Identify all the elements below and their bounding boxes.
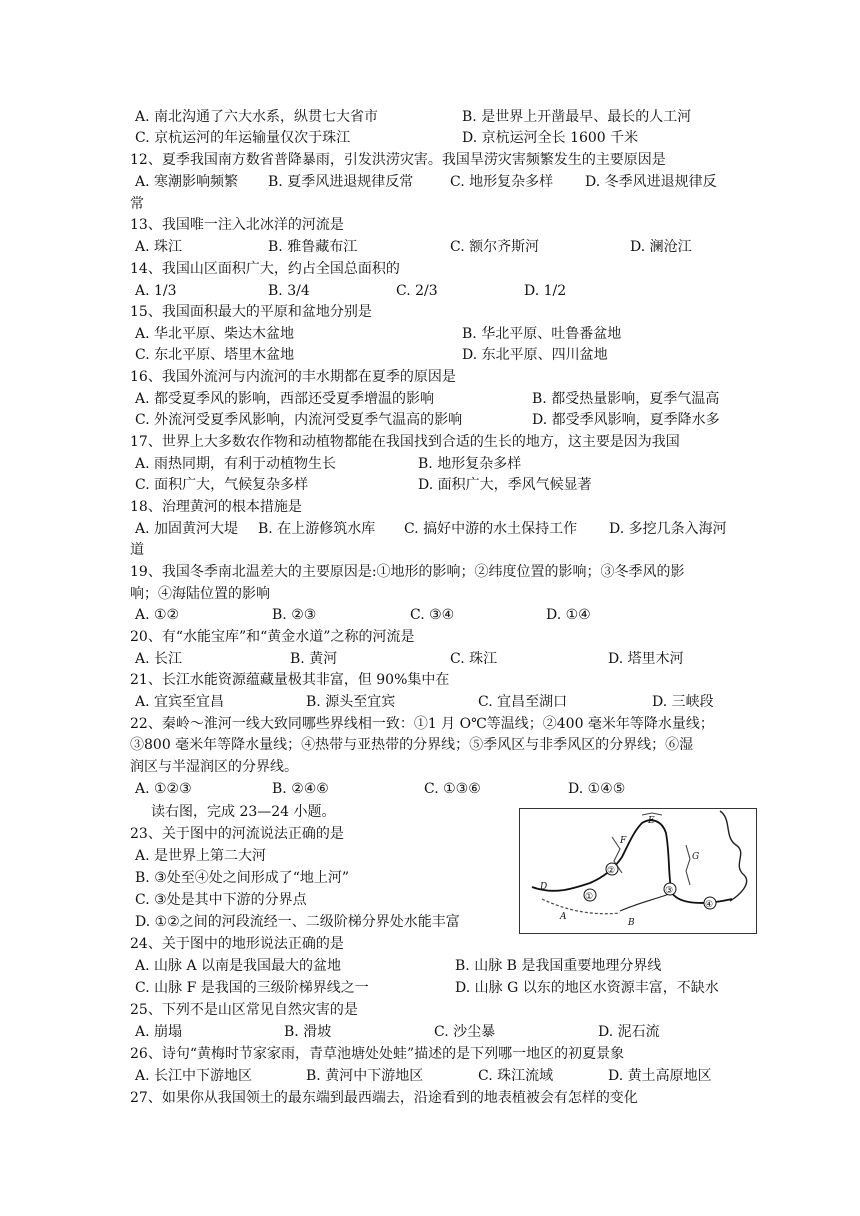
q11-option-c: C. 京杭运河的年运输量仅次于珠江 (135, 130, 351, 146)
q17-option-d: D. 面积广大，季风气候显著 (418, 477, 592, 493)
q26-option-c: C. 珠江流域 (478, 1068, 554, 1084)
q22-option-a: A. ①②③ (135, 781, 192, 797)
q22-option-c: C. ①③⑥ (424, 781, 481, 797)
q11-option-b: B. 是世界上开凿最早、最长的人工河 (462, 109, 692, 125)
coastline (720, 811, 747, 901)
q26-option-a: A. 长江中下游地区 (135, 1068, 253, 1084)
q21-option-c: C. 宜昌至湖口 (478, 694, 568, 710)
q11-option-a: A. 南北沟通了六大水系，纵贯七大省市 (135, 109, 379, 125)
q19-option-a: A. ①② (135, 607, 180, 623)
question-17: 17、世界上大多数农作物和动植物都能在我国找到合适的生长的地方，这主要是因为我国 (130, 434, 680, 450)
question-15: 15、我国面积最大的平原和盆地分别是 (130, 304, 372, 320)
q15-option-c: C. 东北平原、塔里木盆地 (135, 347, 295, 363)
q17-option-c: C. 面积广大，气候复杂多样 (135, 477, 309, 493)
q15-option-d: D. 东北平原、四川盆地 (462, 347, 608, 363)
q16-option-b: B. 都受热量影响，夏季气温高 (532, 391, 720, 407)
q16-option-c: C. 外流河受夏季风影响，内流河受夏季气温高的影响 (135, 412, 463, 428)
question-18: 18、治理黄河的根本措施是 (130, 499, 302, 515)
question-22-cont-1: ③800 毫米年等降水量线；④热带与亚热带的分界线；⑤季风区与非季风区的分界线；⑥湿 (130, 737, 694, 753)
q12-option-d: D. 冬季风进退规律反 (585, 174, 717, 190)
question-13: 13、我国唯一注入北冰洋的河流是 (130, 217, 344, 233)
map-label-e: E (648, 816, 655, 826)
q21-option-d: D. 三峡段 (652, 694, 714, 710)
map-intro: 读右图，完成 23—24 小题。 (151, 804, 336, 820)
q12-option-c: C. 地形复杂多样 (450, 174, 554, 190)
q25-option-b: B. 滑坡 (284, 1024, 332, 1040)
q14-option-c: C. 2/3 (396, 283, 438, 299)
q19-option-d: D. ①④ (546, 607, 591, 623)
q19-option-c: C. ③④ (410, 607, 455, 623)
question-16: 16、我国外流河与内流河的丰水期都在夏季的原因是 (130, 369, 456, 385)
q16-option-a: A. 都受夏季风的影响，西部还受夏季增温的影响 (135, 391, 435, 407)
q26-option-d: D. 黄土高原地区 (608, 1068, 712, 1084)
q19-option-b: B. ②③ (272, 607, 317, 623)
question-14: 14、我国山区面积广大，约占全国总面积的 (130, 261, 400, 277)
q18-option-a: A. 加固黄河大堤 (135, 521, 239, 537)
question-22: 22、秦岭～淮河一线大致同哪些界线相一致：①1 月 O℃等温线；②400 毫米年等降水量线； (130, 716, 714, 732)
q13-option-c: C. 额尔齐斯河 (450, 239, 540, 255)
q12-option-b: B. 夏季风进退规律反常 (268, 174, 414, 190)
q11-option-d: D. 京杭运河全长 1600 千米 (462, 130, 639, 146)
q26-option-b: B. 黄河中下游地区 (306, 1068, 424, 1084)
map-label-a: A (560, 912, 567, 922)
map-label-g: G (692, 852, 700, 862)
q24-option-b: B. 山脉 B 是我国重要地理分界线 (455, 958, 662, 974)
q18-option-d-cont: 道 (130, 542, 144, 558)
q21-option-b: B. 源头至宜宾 (306, 694, 396, 710)
question-20: 20、有“水能宝库”和“黄金水道”之称的河流是 (130, 629, 415, 645)
q24-option-d: D. 山脉 G 以东的地区水资源丰富，不缺水 (455, 980, 719, 996)
map-label-3: ③ (665, 886, 674, 896)
map-label-b: B (628, 918, 635, 928)
q25-option-d: D. 泥石流 (598, 1024, 660, 1040)
mountain-range-e (642, 813, 662, 815)
q20-option-c: C. 珠江 (450, 651, 498, 667)
question-19: 19、我国冬季南北温差大的主要原因是:①地形的影响；②纬度位置的影响；③冬季风的影 (130, 564, 685, 580)
river-main (532, 820, 732, 903)
q20-option-a: A. 长江 (135, 651, 183, 667)
q23-option-a: A. 是世界上第二大河 (135, 848, 267, 864)
map-label-4: ④ (705, 900, 714, 910)
q14-option-d: D. 1/2 (524, 283, 567, 299)
q13-option-b: B. 雅鲁藏布江 (268, 239, 358, 255)
question-12: 12、夏季我国南方数省普降暴雨，引发洪涝灾害。我国旱涝灾害频繁发生的主要原因是 (130, 152, 666, 168)
q23-option-b: B. ③处至④处之间形成了“地上河” (135, 870, 350, 886)
mountain-range (542, 899, 620, 914)
q13-option-d: D. 澜沧江 (630, 239, 692, 255)
q14-option-a: A. 1/3 (135, 283, 177, 299)
question-22-cont-2: 润区与半湿润区的分界线。 (130, 759, 298, 775)
q20-option-d: D. 塔里木河 (608, 651, 684, 667)
question-21: 21、长江水能资源蕴藏量极其非富，但 90%集中在 (130, 672, 450, 688)
q20-option-b: B. 黄河 (290, 651, 338, 667)
map-label-1: ① (585, 892, 594, 902)
q17-option-b: B. 地形复杂多样 (418, 456, 522, 472)
mountain-range-f (686, 845, 690, 885)
q22-option-b: B. ②④⑥ (272, 781, 329, 797)
q22-option-d: D. ①④⑤ (568, 781, 626, 797)
q14-option-b: B. 3/4 (268, 283, 310, 299)
question-26: 26、诗句“黄梅时节家家雨，青草池塘处处蛙”描述的是下列哪一地区的初夏景象 (130, 1046, 625, 1062)
q16-option-d: D. 都受季风影响，夏季降水多 (532, 412, 720, 428)
question-27: 27、如果你从我国领土的最东端到最西端去，沿途看到的地表植被会有怎样的变化 (130, 1090, 638, 1106)
q18-option-c: C. 搞好中游的水土保持工作 (404, 521, 578, 537)
map-label-f: F (620, 836, 627, 846)
q15-option-a: A. 华北平原、柴达木盆地 (135, 326, 295, 342)
q21-option-a: A. 宜宾至宜昌 (135, 694, 225, 710)
map-drawing (520, 809, 756, 933)
q23-option-c: C. ③处是其中下游的分界点 (135, 892, 307, 908)
yellow-river-map (519, 808, 757, 934)
question-23: 23、关于图中的河流说法正确的是 (130, 826, 344, 842)
q12-option-d-cont: 常 (130, 196, 144, 212)
q15-option-b: B. 华北平原、吐鲁番盆地 (462, 326, 622, 342)
question-25: 25、下列不是山区常见自然灾害的是 (130, 1002, 358, 1018)
q18-option-b: B. 在上游修筑水库 (258, 521, 376, 537)
map-label-d: D (540, 882, 548, 892)
map-label-2: ② (607, 866, 616, 876)
question-24: 24、关于图中的地形说法正确的是 (130, 936, 344, 952)
q13-option-a: A. 珠江 (135, 239, 183, 255)
question-19-cont: 响；④海陆位置的影响 (130, 586, 270, 602)
q25-option-c: C. 沙尘暴 (434, 1024, 496, 1040)
q24-option-c: C. 山脉 F 是我国的三级阶梯界线之一 (135, 980, 369, 996)
q25-option-a: A. 崩塌 (135, 1024, 183, 1040)
q18-option-d: D. 多挖几条入海河 (609, 521, 727, 537)
q24-option-a: A. 山脉 A 以南是我国最大的盆地 (135, 958, 342, 974)
q23-option-d: D. ①②之间的河段流经一、二级阶梯分界处水能丰富 (135, 914, 460, 930)
q12-option-a: A. 寒潮影响频繁 (135, 174, 239, 190)
q17-option-a: A. 雨热同期，有利于动植物生长 (135, 456, 337, 472)
